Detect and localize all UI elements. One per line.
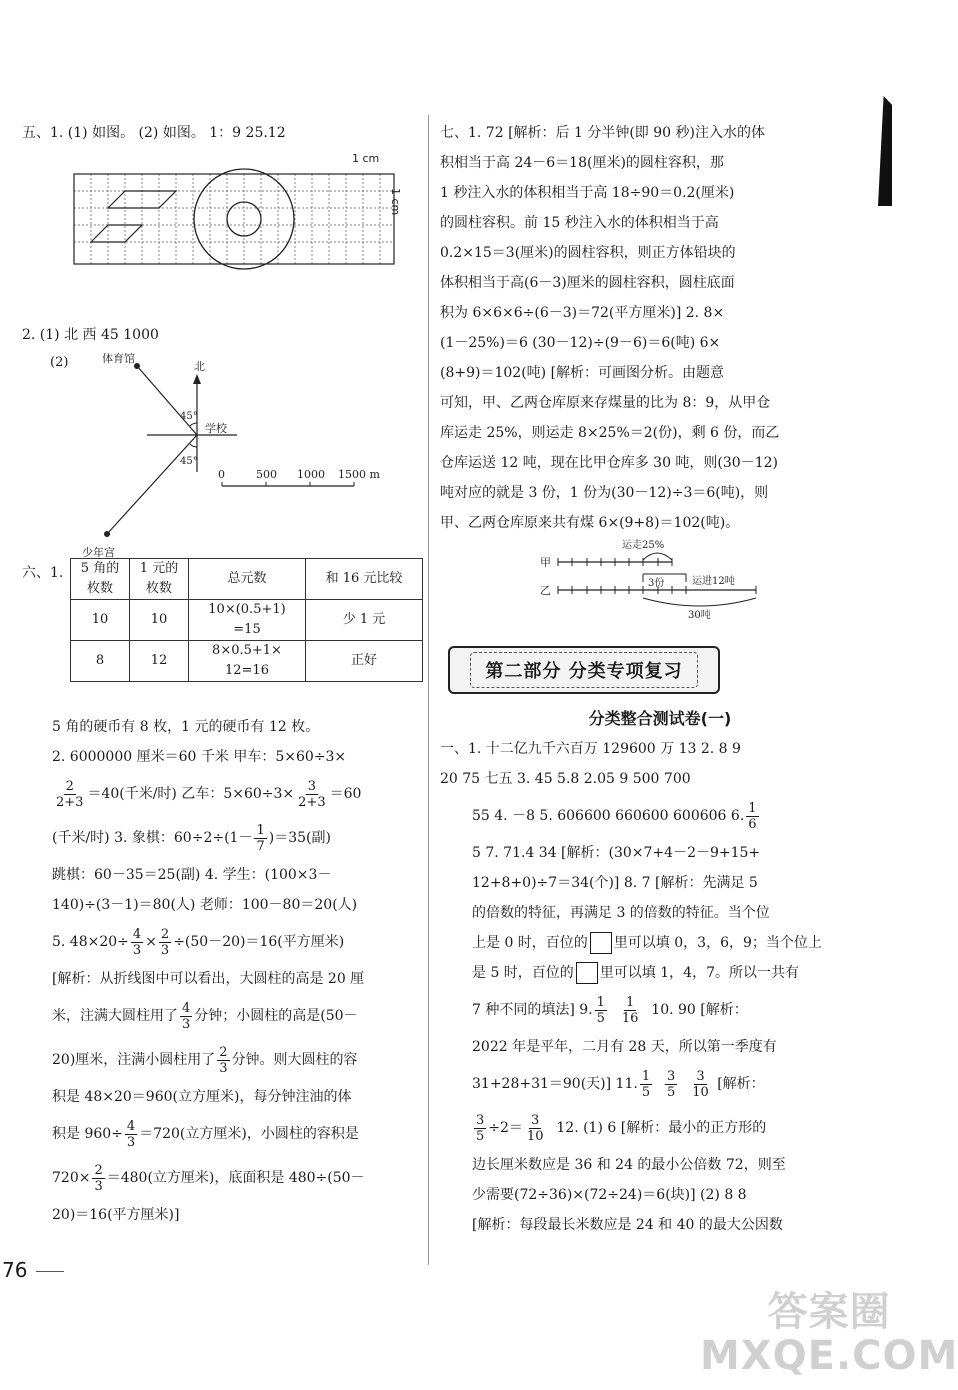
fraction: $\frac{4}{3}$ [126,1118,136,1150]
fraction: $\frac{2}{3}$ [160,926,170,958]
answer-line: 20 75 七五 3. 45 5.8 2.05 9 500 700 [440,771,691,787]
answer-line: 55 4. －8 5. 606600 660600 600606 6. $\frac{1}{6}$ [472,800,757,832]
fraction: $\frac{1}{16}$ [621,994,639,1026]
north-arrow-icon [193,374,201,384]
answer-line: 2022 年是平年，二月有 28 天，所以第一季度有 [472,1039,777,1055]
watermark-top: 答案圈 [767,1289,891,1335]
answer-line: 米，注满大圆柱用了 $\frac{4}{3}$ 分钟；小圆柱的高是(50－ [52,1000,358,1032]
test-answers-block [440,734,880,1240]
segment-diagram [530,538,780,622]
table-cell: 少 1 元 [306,600,423,641]
watermark-bottom: MXQE.COM [700,1333,958,1379]
thirty-label: 30吨 [688,610,711,621]
table-header-cell: 5 角的 [80,561,120,576]
fraction: $\frac{3}{2+3}$ [298,778,326,810]
answer-line: 1 秒注入水的体积相当于高 18÷90＝0.2(厘米) [440,185,735,201]
column-divider [428,115,429,1265]
answer-line: $\frac{2}{2+3}$ ＝40(千米/时) 乙车：5×60÷3× $\frac{3}{2+3}$ ＝60 [56,778,362,810]
table-cell: 10 [130,600,189,641]
direction-figure [22,352,382,562]
grid-lines [74,174,394,264]
answer-line: 积是 960÷ $\frac{4}{3}$ ＝720(立方厘米)，小圆柱的容积是 [52,1118,359,1150]
answer-line: 边长厘米数应是 36 和 24 的最小公倍数 72，则至 [472,1157,786,1173]
blank-box [590,932,612,954]
page-number-rule [36,1271,64,1272]
answer-line: $\frac{3}{5}$ ÷2＝ $\frac{3}{10}$ 12. (1) 6 [解析：最小的正方形的 [476,1112,767,1144]
table-cell: 10 [71,600,130,641]
answer-line: [解析：从折线图中可以看出，大圆柱的高是 20 厘 [52,971,365,987]
answer-line: 5 角的硬币有 8 枚，1 元的硬币有 12 枚。 [52,719,320,735]
answer-line: 720× $\frac{2}{3}$ ＝480(立方厘米)，底面积是 480÷(50－ [52,1162,365,1194]
grid-figure [52,152,412,272]
stadium-label: 体育馆 [102,352,135,365]
answer-line: 12+8+0)÷7＝34(个)] 8. 7 [解析：先满足 5 [472,875,758,891]
answer-line: 少需要(72÷36)×(72÷24)＝6(块)] (2) 8 8 [472,1187,747,1203]
answer-line: (千米/时) 3. 象棋：60÷2÷(1－ $\frac{1}{7}$ )＝35(副) [52,822,331,854]
answer-line: 7 种不同的填法] 9. $\frac{1}{5}$ $\frac{1}{16}$ 10. 90 [解析： [472,994,748,1026]
answer-line: 上是 0 时，百位的 里可以填 0，3，6，9；当个位上 [440,928,880,958]
fraction: $\frac{2}{2+3}$ [56,778,84,810]
fraction: $\frac{3}{5}$ [667,1068,676,1100]
answer-line: (8+9)＝102(吨) [解析：可画图分析。由题意 [440,365,725,381]
youth-palace-point [104,531,110,537]
q5-1-line: 五、1. (1) 如图。 (2) 如图。 1：9 25.12 [22,125,286,141]
test-title: 分类整合测试卷(一) [588,709,732,728]
table-cell: 12 [130,641,189,682]
thirty-brace [643,598,756,606]
fraction: $\frac{3}{10}$ [692,1068,709,1100]
angle-label-lower: 45° [180,456,198,467]
page-edge-mark [878,96,892,206]
table-header-cell: 和 16 元比较 [306,559,423,600]
answer-line: 积相当于高 24－6＝18(厘米)的圆柱容积，那 [440,155,724,171]
watermark-logo [700,1290,958,1378]
jia-label: 甲 [540,556,551,569]
table-header-row: 5 角的 枚数 1 元的 枚数 总元数 和 16 元比较 [71,559,423,600]
answer-line: (1－25%)＝6 (30－12)÷(9－6)＝6(吨) 6× [440,335,721,351]
table-row: 10 10 10×(0.5+1) =15 少 1 元 [71,600,423,641]
answer-line: 5. 48×20÷ $\frac{4}{3}$ × $\frac{2}{3}$ ÷(50－20)＝16(平方厘米) [52,926,345,958]
answer-line: 吨对应的就是 3 份，1 份为(30－12)÷3＝6(吨)，则 [440,485,769,501]
answer-line: 是 5 时，百位的 里可以填 1，4，7。所以一共有 [440,958,880,988]
fraction: $\frac{3}{5}$ [476,1112,485,1144]
answer-line: 积是 48×20＝960(立方厘米)，每分钟注油的体 [52,1089,352,1105]
answer-line: 积为 6×6×6÷(6－3)＝72(平方厘米)] 2. 8× [440,305,725,321]
youth-palace-direction-line [107,435,197,534]
angle-label-upper: 45° [180,411,198,422]
left-column [22,118,422,148]
table-header-cell: 总元数 [189,559,306,600]
answer-line: 140)÷(3－1)＝80(人) 老师：100－80＝20(人) [52,897,358,913]
north-label: 北 [194,360,205,373]
fraction: $\frac{2}{3}$ [219,1044,228,1076]
coin-table [70,558,423,682]
page-number: 76 [2,1258,28,1282]
stadium-direction-line [137,366,197,435]
q5-2b-label: (2) [50,355,69,370]
answer-line: 仓库运送 12 吨，现在比甲仓库多 30 吨，则(30－12) [440,455,778,471]
one-cm-vertical-label: 1 cm [389,188,402,216]
q5-2a-line: 2. (1) 北 西 45 1000 [22,327,159,343]
table-cell: 8×0.5+1× [212,643,282,658]
left-answers-block [52,712,422,1230]
scale-tick-1000: 1000 [297,468,325,481]
answer-line: 七、1. 72 [解析：后 1 分半钟(即 90 秒)注入水的体 [440,125,765,141]
answer-line: 31+28+31＝90(天)] 11. $\frac{1}{5}$ $\frac{3}{5}$ $\frac{3}{10}$ [解析： [472,1068,765,1100]
answer-line: 甲、乙两仓库原来共有煤 6×(9+8)＝102(吨)。 [440,515,740,531]
three-parts-label: 3份 [648,578,665,589]
fraction: $\frac{4}{3}$ [182,1000,191,1032]
fraction: $\frac{1}{5}$ [596,994,605,1026]
answer-line: 2. 6000000 厘米＝60 千米 甲车：5×60÷3× [52,749,347,765]
answer-line: 体积相当于高(6－3)厘米的圆柱容积，圆柱底面 [440,275,735,291]
answer-line: 20)＝16(平方厘米)] [52,1207,180,1223]
answer-line: 库运走 25%，则运走 8×25%＝2(份)，剩 6 份，而乙 [440,425,780,441]
one-cm-horizontal-label: 1 cm [352,152,380,165]
answer-line: [解析：每段最长米数应是 24 和 40 的最大公因数 [472,1217,783,1233]
fraction: $\frac{4}{3}$ [132,926,142,958]
moved12-label: 运进12吨 [692,576,735,587]
part-two-banner [448,646,720,694]
answer-line: 5 7. 71.4 34 [解析：(30×7+4－2－9+15+ [472,845,761,861]
banner-title: 第二部分 分类专项复习 [470,652,697,688]
fraction: $\frac{1}{6}$ [748,800,757,832]
answer-line: 的圆柱容积。前 15 秒注入水的体积相当于高 [440,215,719,231]
school-label: 学校 [205,422,227,435]
yi-label: 乙 [540,584,551,597]
answer-line: 跳棋：60－35＝25(副) 4. 学生：(100×3－ [52,867,332,883]
scale-tick-500: 500 [256,468,277,481]
answer-line: 的倍数的特征，再满足 3 的倍数的特征。当个位 [472,905,770,921]
moved-label: 运走25% [622,540,665,551]
fraction: $\frac{1}{7}$ [256,822,265,854]
fraction: $\frac{1}{5}$ [641,1068,651,1100]
answer-line: 可知，甲、乙两仓库原来存煤量的比为 8：9，从甲仓 [440,395,771,411]
table-cell: 正好 [306,641,423,682]
answer-line: 0.2×15＝3(厘米)的圆柱容积，则正方体铅块的 [440,245,736,261]
table-cell: 8 [71,641,130,682]
q6-label: 六、1. [22,565,64,581]
answer-line: 一、1. 十二亿九千六百万 129600 万 13 2. 8 9 [440,741,741,757]
right-column [440,118,880,538]
table-cell: 10×(0.5+1) [208,602,286,617]
answer-line: 20)厘米，注满小圆柱用了 $\frac{2}{3}$ 分钟。则大圆柱的容 [52,1044,358,1076]
table-row: 8 12 8×0.5+1× 12=16 正好 [71,641,423,682]
fraction: $\frac{3}{10}$ [526,1112,544,1144]
fraction: $\frac{2}{3}$ [94,1162,103,1194]
parallelogram-small [91,225,142,242]
scale-tick-0: 0 [218,468,225,481]
scale-tick-1500: 1500 m [338,468,380,481]
table-header-cell: 1 元的 [139,561,179,576]
youth-palace-label: 少年宫 [82,546,115,559]
blank-box [576,962,598,984]
